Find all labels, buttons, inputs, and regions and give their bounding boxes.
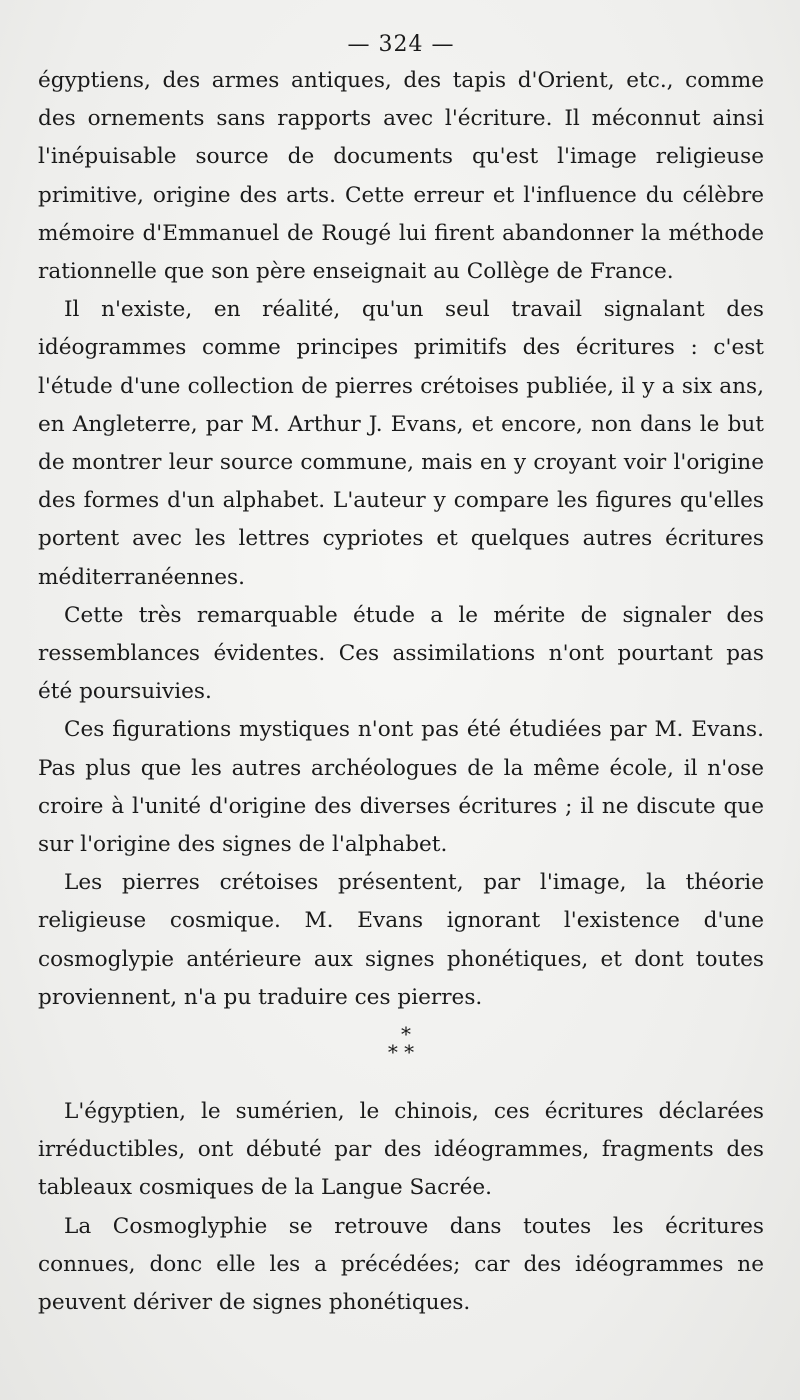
paragraph: Il n'existe, en réalité, qu'un seul travail signalant des idéogrammes comme principes primitifs des écritures : c'est l'étude d'une collection de pierres crétoises publiée, il y a six ans, en Angleterre, par M. Arthur J. Evans, et encore, non dans le but de montrer leur source commune, mais en y croyant voir l'origine des formes d'un alphabet. L'auteur y compare les figures qu'elles portent avec les lettres cypriotes et quelques autres écritures méditerranéennes. xyxy=(38,297,764,590)
paragraph: Les pierres crétoises présentent, par l'image, la théorie religieuse cosmique. M. Evans ignorant l'existence d'une cosmoglypie antérieure aux signes phonétiques, et dont toutes proviennent, n'a pu traduire ces pierres. xyxy=(38,870,764,1010)
paragraph: Ces figurations mystiques n'ont pas été étudiées par M. Evans. Pas plus que les autres archéologues de la même école, il n'ose croire à l'unité d'origine des diverses écritures ; il ne discute que sur l'origine des signes de l'alphabet. xyxy=(38,717,764,858)
section-separator xyxy=(38,1017,764,1093)
paragraph: Cette très remarquable étude a le mérite de signaler des ressemblances évidentes. Ces assimilations n'ont pourtant pas été poursuivies. xyxy=(38,602,764,705)
paragraph: La Cosmoglyphie se retrouve dans toutes les écritures connues, donc elle les a précédées; car des idéogrammes ne peuvent dériver de signes phonétiques. xyxy=(38,1213,764,1316)
page-body xyxy=(38,62,764,1322)
page-number: — 324 — xyxy=(347,32,455,57)
paragraph: L'égyptien, le sumérien, le chinois, ces écritures déclarées irréductibles, ont débuté par des idéogrammes, fragments des tableaux cosmiques de la Langue Sacrée. xyxy=(38,1099,764,1201)
paragraph-continuation: égyptiens, des armes antiques, des tapis d'Orient, etc., comme des ornements sans rapports avec l'écriture. Il méconnut ainsi l'inépuisable source de documents qu'est l'image religieuse primitive, origine des arts. Cette erreur et l'influence du célèbre mémoire d'Emmanuel de Rougé lui firent abandonner la méthode rationnelle que son père enseignait au Collège de France. xyxy=(38,68,764,285)
asterism-top: * xyxy=(401,1022,411,1047)
asterism-bottom: * * xyxy=(387,1040,415,1065)
